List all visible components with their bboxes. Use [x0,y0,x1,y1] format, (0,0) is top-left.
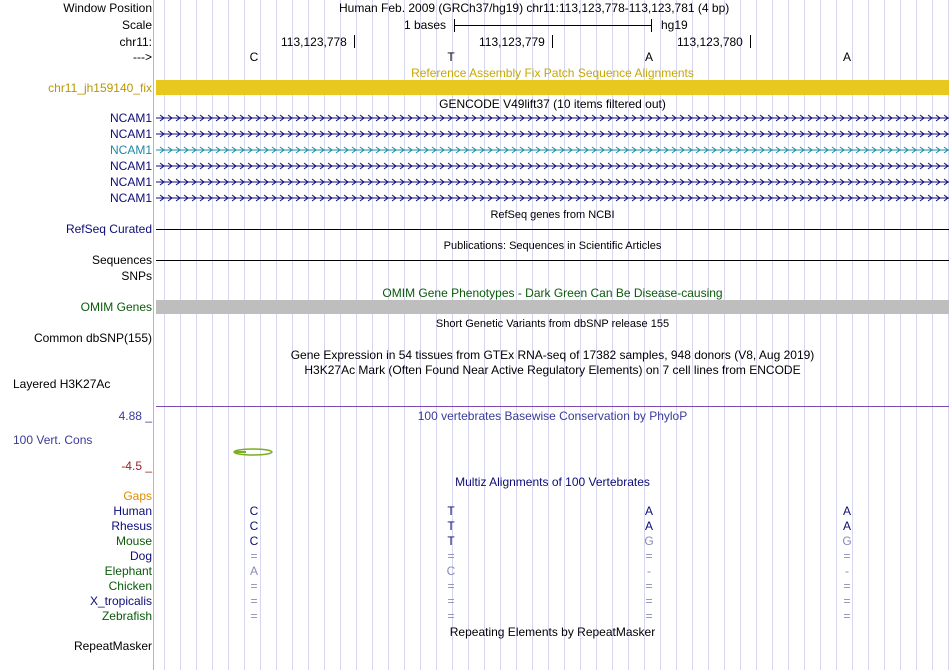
publications-track-title: Publications: Sequences in Scientific Articles [443,240,662,252]
multiz-base: = [250,609,258,623]
multiz-species-label[interactable]: Zebrafish [101,609,152,623]
fix-patch-track-title: Reference Assembly Fix Patch Sequence Alignments [411,66,694,80]
gencode-gene-label[interactable]: NCAM1 [109,111,152,125]
gencode-gene-label[interactable]: NCAM1 [109,127,152,141]
gencode-gene-label[interactable]: NCAM1 [109,191,152,205]
multiz-species-label[interactable]: Dog [129,549,152,563]
multiz-base: = [447,594,455,608]
multiz-base: T [447,534,455,548]
multiz-base: = [250,594,258,608]
multiz-species-label[interactable]: Chicken [108,579,152,593]
strand-label: ---> [133,50,152,64]
multiz-species-label[interactable]: Rhesus [111,519,152,533]
h3k27ac-signal-line[interactable] [156,406,949,407]
gtex-track-title: Gene Expression in 54 tissues from GTEx RNA-seq of 17382 samples, 948 donors (V8, Aug 2019) [290,348,815,362]
gencode-track-title: GENCODE V49lift37 (10 items filtered out) [439,97,666,111]
dbsnp-track-label[interactable]: Common dbSNP(155) [33,331,152,345]
refseq-track-title: RefSeq genes from NCBI [490,209,615,221]
chrom-label: chr11: [119,35,152,49]
multiz-species-label[interactable]: Elephant [104,564,152,578]
multiz-base: T [447,504,455,518]
multiz-base: C [249,504,259,518]
multiz-base: = [843,594,851,608]
ruler-base: T [447,50,455,64]
repeatmasker-track-title: Repeating Elements by RepeatMasker [449,625,656,639]
multiz-base: C [249,534,259,548]
multiz-base: A [644,504,653,518]
scale-label: Scale [121,18,152,32]
multiz-track-title: Multiz Alignments of 100 Vertebrates [455,475,650,489]
fix-patch-track-label[interactable]: chr11_jh159140_fix [48,81,152,95]
refseq-gene-line[interactable] [156,229,949,230]
snps-track-label[interactable]: SNPs [121,269,152,283]
multiz-base: C [249,519,259,533]
multiz-base: - [845,564,849,578]
window-position-label: Window Position [63,1,152,15]
gencode-gene-label[interactable]: NCAM1 [109,143,152,157]
ruler-position-2: 113,123,779 [479,35,545,49]
omim-phenotype-bar[interactable] [156,300,949,314]
multiz-species-label[interactable]: Human [113,504,152,518]
multiz-base: G [842,534,852,548]
multiz-base: A [644,519,653,533]
ruler-base: A [842,50,851,64]
refseq-track-label[interactable]: RefSeq Curated [65,222,152,236]
multiz-base: T [447,519,455,533]
window-position-value[interactable]: Human Feb. 2009 (GRCh37/hg19) chr11:113,123,778-113,123,781 (4 bp) [339,1,730,15]
multiz-base: A [842,519,851,533]
gencode-gene-label[interactable]: NCAM1 [109,175,152,189]
multiz-base: = [447,579,455,593]
multiz-base: = [250,549,258,563]
repeatmasker-track-label[interactable]: RepeatMasker [73,639,152,653]
ruler-base: A [644,50,653,64]
phylop-conservation-glyph[interactable] [232,446,274,458]
gencode-gene-label[interactable]: NCAM1 [109,159,152,173]
omim-track-title: OMIM Gene Phenotypes - Dark Green Can Be Disease-causing [382,286,723,300]
multiz-base: = [250,579,258,593]
multiz-species-label[interactable]: Mouse [115,534,152,548]
omim-track-label[interactable]: OMIM Genes [80,300,152,314]
multiz-gaps-label: Gaps [123,489,152,503]
multiz-species-label[interactable]: X_tropicalis [89,594,152,608]
multiz-base: = [843,579,851,593]
multiz-base: = [645,594,653,608]
multiz-base: A [249,564,258,578]
phylop-min-value: -4.5 _ [121,459,152,473]
ruler-position-3: 113,123,780 [677,35,743,49]
multiz-base: = [843,609,851,623]
multiz-base: - [647,564,651,578]
ruler-base: C [249,50,259,64]
publications-sequence-line[interactable] [156,260,949,261]
multiz-base: = [645,609,653,623]
h3k27ac-track-title: H3K27Ac Mark (Often Found Near Active Regulatory Elements) on 7 cell lines from ENCODE [304,363,801,377]
h3k27ac-track-label[interactable]: Layered H3K27Ac [13,377,111,391]
multiz-base: = [843,549,851,563]
multiz-base: C [446,564,456,578]
scale-value: 1 bases [404,18,447,32]
phylop-track-title: 100 vertebrates Basewise Conservation by PhyloP [417,409,688,423]
gencode-transcript-arrows[interactable] [0,0,950,210]
scale-assembly: hg19 [661,18,688,32]
multiz-base: A [842,504,851,518]
multiz-base: = [447,609,455,623]
dbsnp-track-title: Short Genetic Variants from dbSNP release 155 [435,318,670,330]
phylop-max-value: 4.88 _ [118,409,152,423]
multiz-base: = [447,549,455,563]
multiz-base: = [645,549,653,563]
multiz-base: G [644,534,654,548]
multiz-base: = [645,579,653,593]
phylop-track-label[interactable]: 100 Vert. Cons [13,433,93,447]
ruler-position-1: 113,123,778 [281,35,347,49]
publications-track-label[interactable]: Sequences [91,253,152,267]
